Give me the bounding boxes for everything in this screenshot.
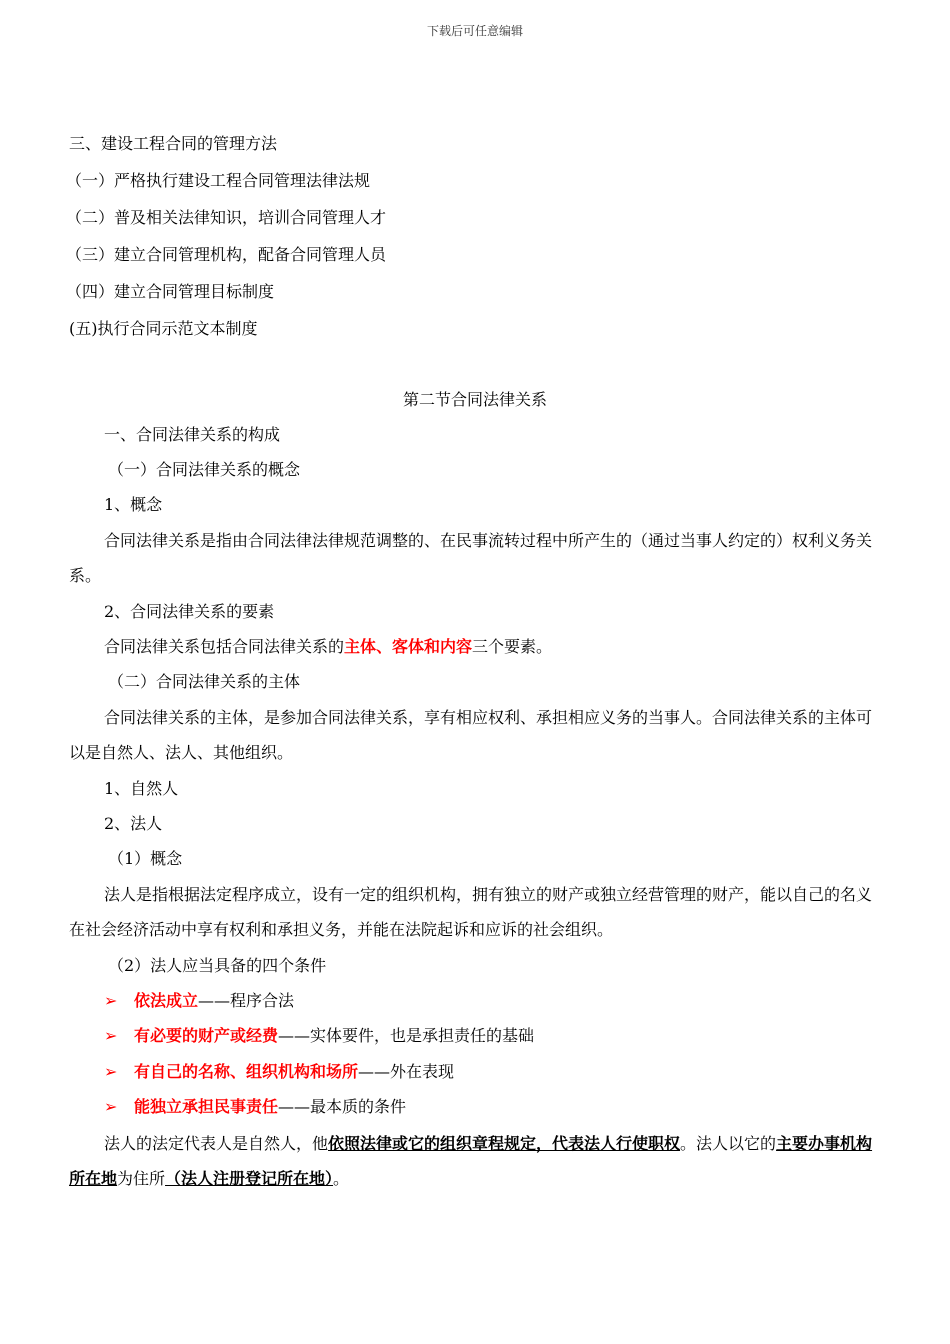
arrow-bullet-icon: ➢ — [104, 1097, 118, 1116]
condition-item: ➢ 依法成立——程序合法 — [104, 991, 295, 1010]
elements-text: 合同法律关系包括合同法律关系的主体、客体和内容三个要素。 — [104, 637, 553, 656]
legal-concept-text: 法人是指根据法定程序成立，设有一定的组织机构，拥有独立的财产或独立经营管理的财产，能以自己的名义在社会经济活动中享有权利和承担义务，并能在法院起诉和应诉的社会组织。 — [69, 885, 873, 939]
arrow-bullet-icon: ➢ — [104, 991, 118, 1010]
chapter-title: 第二节合同法律关系 — [402, 390, 547, 409]
condition-item: ➢ 有必要的财产或经费——实体要件，也是承担责任的基础 — [104, 1026, 535, 1045]
list-item: （二）普及相关法律知识，培训合同管理人才 — [66, 208, 387, 227]
list-item: （一）严格执行建设工程合同管理法律法规 — [66, 171, 371, 190]
arrow-bullet-icon: ➢ — [104, 1026, 118, 1045]
subject-text: 合同法律关系的主体，是参加合同法律关系，享有相应权利、承担相应义务的当事人。合同法律关系的主体可以是自然人、法人、其他组织。 — [69, 708, 873, 762]
section-title: 三、建设工程合同的管理方法 — [69, 134, 278, 153]
heading-1: 一、合同法律关系的构成 — [104, 425, 281, 444]
natural-person: 1、自然人 — [104, 779, 179, 798]
elements-label: 2、合同法律关系的要素 — [104, 602, 275, 621]
representative-text: 法人的法定代表人是自然人，他依照法律或它的组织章程规定，代表法人行使职权。法人以它的主要办事机构所在地为住所（法人注册登记所在地）。 — [69, 1134, 873, 1188]
list-item: （四）建立合同管理目标制度 — [66, 282, 275, 301]
page-header: 下载后可任意编辑 — [426, 24, 523, 38]
list-item: （三）建立合同管理机构，配备合同管理人员 — [66, 245, 387, 264]
list-item: (五)执行合同示范文本制度 — [69, 319, 258, 338]
legal-person: 2、法人 — [104, 814, 163, 833]
arrow-bullet-icon: ➢ — [104, 1062, 118, 1081]
heading-1-2: （二）合同法律关系的主体 — [108, 672, 301, 691]
concept-text: 合同法律关系是指由合同法律法律规范调整的、在民事流转过程中所产生的（通过当事人约定的）权利义务关系。 — [69, 531, 873, 585]
concept-label: 1、概念 — [104, 495, 163, 514]
conditions-label: （2）法人应当具备的四个条件 — [108, 956, 327, 975]
condition-item: ➢ 有自己的名称、组织机构和场所——外在表现 — [104, 1062, 455, 1081]
heading-1-1: （一）合同法律关系的概念 — [108, 460, 301, 479]
legal-concept-label: （1）概念 — [108, 849, 183, 868]
condition-item: ➢ 能独立承担民事责任——最本质的条件 — [104, 1097, 407, 1116]
